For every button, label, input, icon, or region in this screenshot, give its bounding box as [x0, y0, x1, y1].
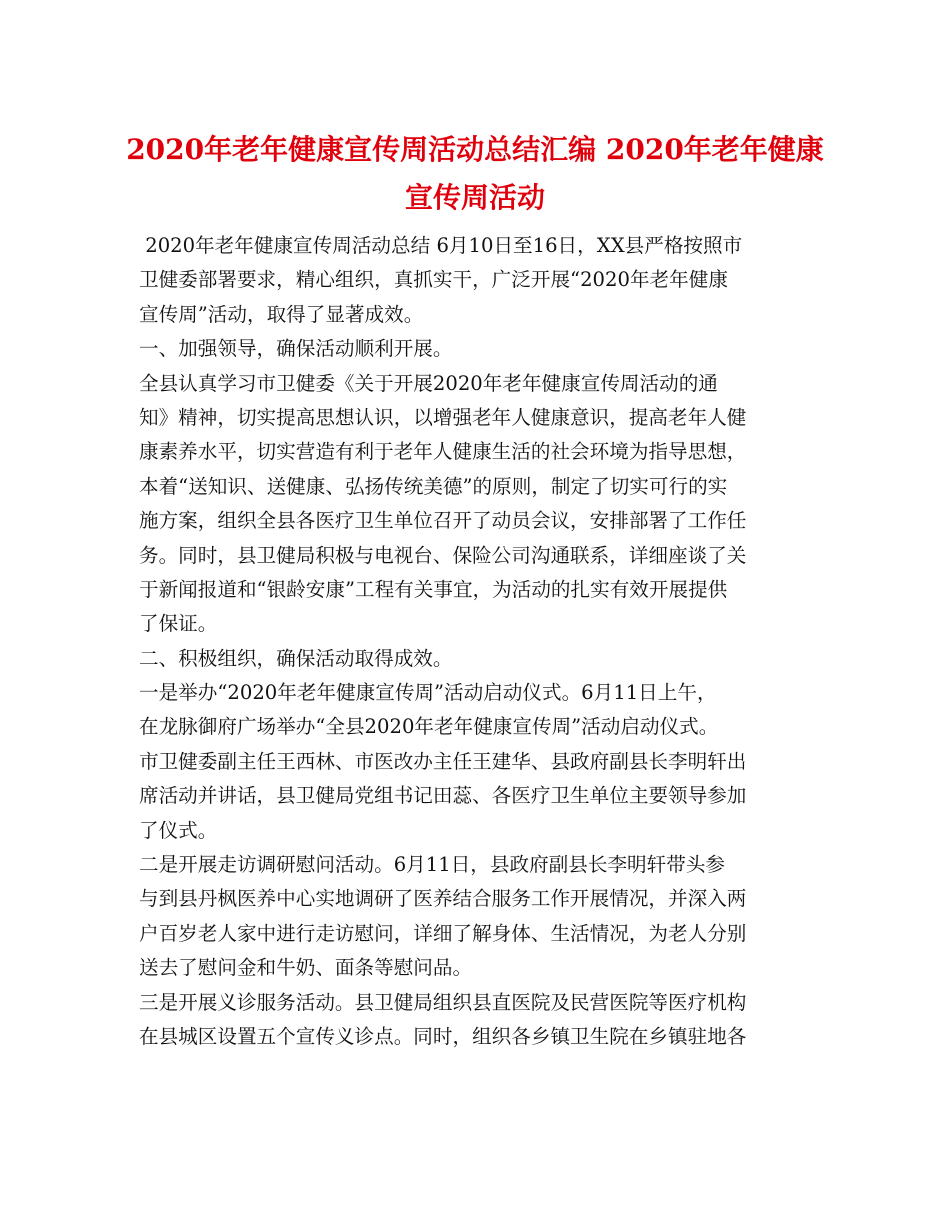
document-title	[120, 126, 830, 222]
body-line: 了仪式。	[139, 818, 218, 842]
body-line: 二是开展走访调研慰问活动。6月11日，县政府副县长李明轩带头参	[139, 853, 726, 877]
body-line: 与到县丹枫医养中心实地调研了医养结合服务工作开展情况，并深入两	[139, 887, 747, 911]
body-line: 在龙脉御府广场举办“全县2020年老年健康宣传周”活动启动仪式。	[139, 715, 719, 739]
section-heading: 一、加强领导，确保活动顺利开展。	[139, 337, 453, 361]
body-line: 本着“送知识、送健康、弘扬传统美德”的原则，制定了切实可行的实	[139, 474, 728, 498]
body-line: 席活动并讲话，县卫健局党组书记田蕊、各医疗卫生单位主要领导参加	[139, 784, 747, 808]
body-line: 康素养水平，切实营造有利于老年人健康生活的社会环境为指导思想，	[139, 440, 747, 464]
title-line: 2020年老年健康宣传周活动总结汇编 2020年老年健康	[126, 133, 824, 166]
body-line: 送去了慰问金和牛奶、面条等慰问品。	[139, 956, 473, 980]
body-line: 施方案，组织全县各医疗卫生单位召开了动员会议，安排部署了工作任	[139, 509, 747, 533]
body-line: 2020年老年健康宣传周活动总结 6月10日至16日，XX县严格按照市	[139, 234, 743, 257]
body-line: 宣传周”活动，取得了显著成效。	[139, 302, 424, 326]
title-line: 宣传周活动	[404, 181, 545, 214]
body-line: 于新闻报道和“银龄安康”工程有关事宜，为活动的扎实有效开展提供	[139, 577, 728, 601]
body-line: 市卫健委副主任王西林、市医改办主任王建华、县政府副县长李明轩出	[139, 749, 747, 773]
document-body	[139, 229, 819, 1054]
body-line: 了保证。	[139, 612, 218, 636]
body-line: 卫健委部署要求，精心组织，真抓实干，广泛开展“2020年老年健康	[139, 268, 728, 292]
body-line: 务。同时，县卫健局积极与电视台、保险公司沟通联系，详细座谈了关	[139, 543, 747, 567]
body-line: 一是举办“2020年老年健康宣传周”活动启动仪式。6月11日上午，	[139, 681, 717, 705]
body-line: 在县城区设置五个宣传义诊点。同时，组织各乡镇卫生院在乡镇驻地各	[139, 1024, 747, 1048]
body-line: 户百岁老人家中进行走访慰问，详细了解身体、生活情况，为老人分别	[139, 921, 747, 945]
section-heading: 二、积极组织，确保活动取得成效。	[139, 646, 453, 670]
body-line: 三是开展义诊服务活动。县卫健局组织县直医院及民营医院等医疗机构	[139, 990, 747, 1014]
body-line: 知》精神，切实提高思想认识，以增强老年人健康意识，提高老年人健	[139, 405, 747, 429]
body-line: 全县认真学习市卫健委《关于开展2020年老年健康宣传周活动的通	[139, 371, 718, 395]
